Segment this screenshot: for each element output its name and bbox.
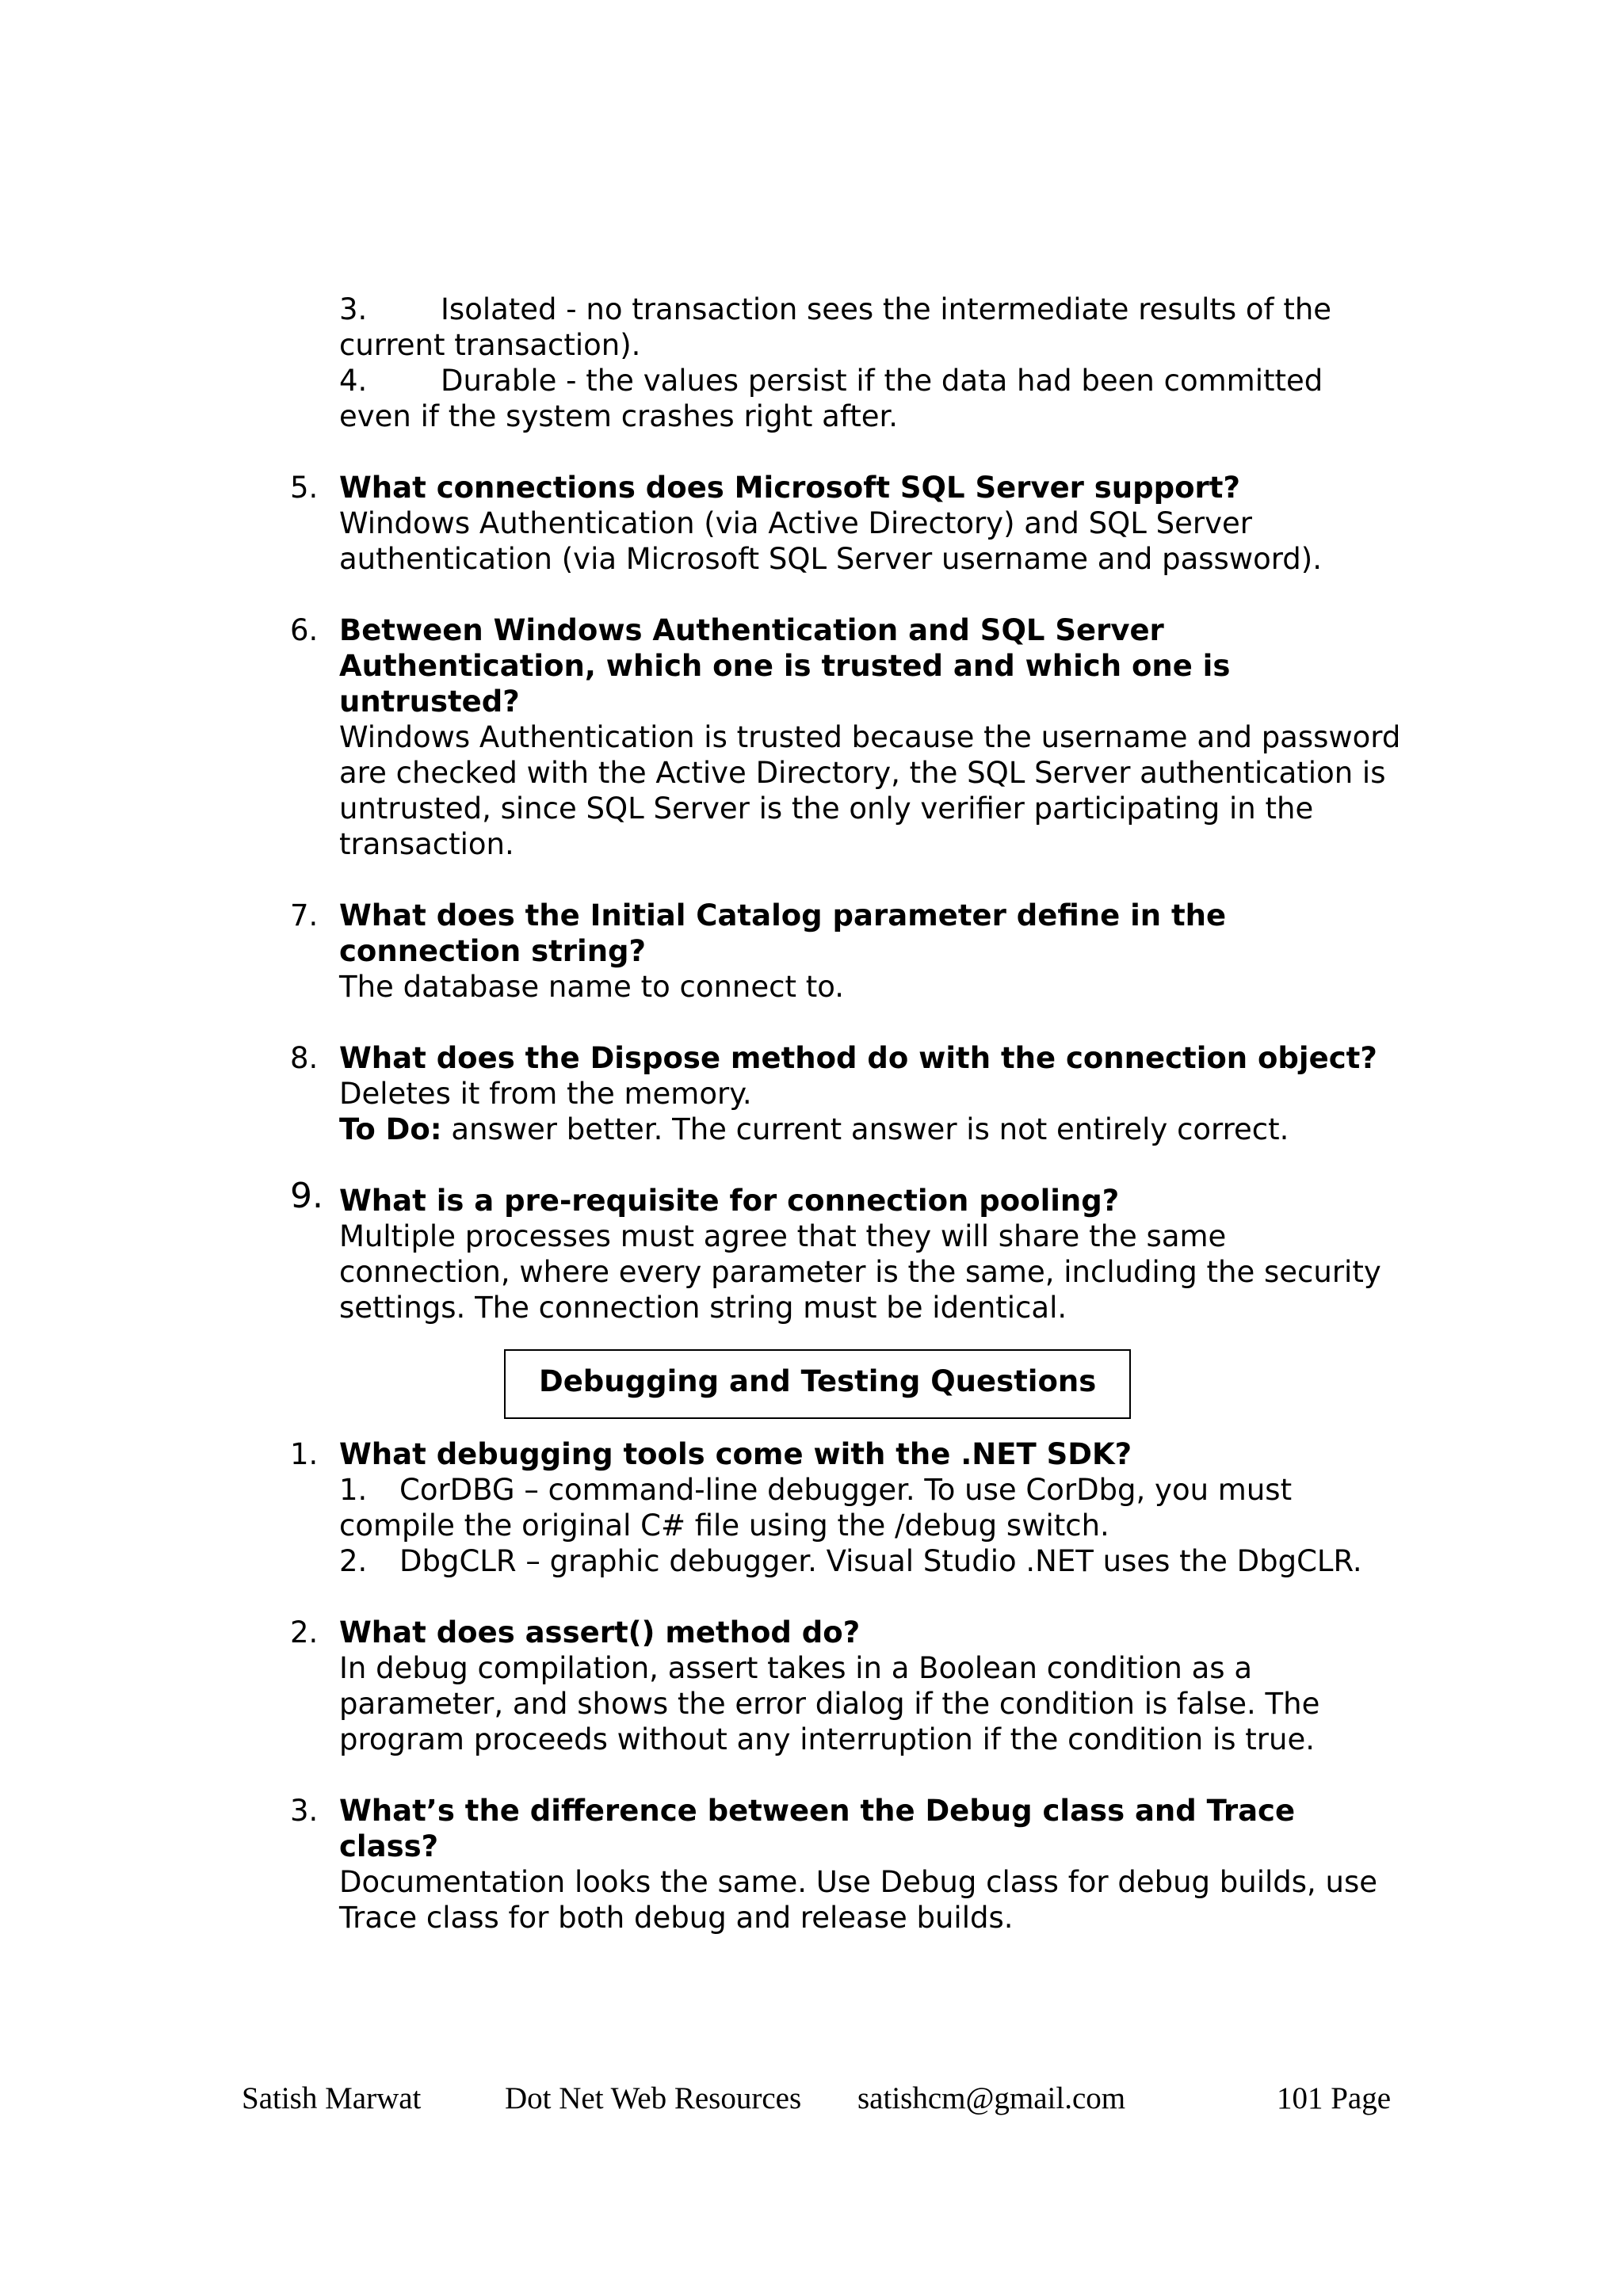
section-heading: Debugging and Testing Questions [504, 1349, 1131, 1419]
sub-number: 2. [339, 1544, 368, 1578]
question-number: 3. [290, 1794, 319, 1828]
question-number: 8. [290, 1041, 319, 1075]
question-item-9 [290, 1176, 1401, 1325]
intro-item-4 [339, 363, 1401, 434]
question-number: 2. [290, 1615, 319, 1650]
intro-item-text: Durable - the values persist if the data had been committed [441, 364, 1323, 398]
question-number: 5. [290, 471, 319, 505]
question-answer: In debug compilation, assert takes in a Boolean condition as a parameter, and shows the error dialog if the condition is false. The program proceeds without any interruption if the condition is true. [339, 1651, 1320, 1756]
question-answer: Windows Authentication is trusted because the username and password are checked with the Active Directory, the SQL Server authentication is untrusted, since SQL Server is the only verifier participating in the transaction. [339, 720, 1401, 861]
sub-text: DbgCLR – graphic debugger. Visual Studio .NET uses the DbgCLR. [399, 1544, 1362, 1578]
question-title: What’s the difference between the Debug class and Trace class? [339, 1794, 1296, 1863]
question-answer: Deletes it from the memory. [339, 1077, 752, 1111]
footer-site: Dot Net Web Resources [505, 2081, 802, 2115]
intro-item-text: current transaction). [339, 328, 641, 362]
question-item-5 [290, 470, 1401, 577]
intro-item-text: Isolated - no transaction sees the intermediate results of the [441, 292, 1332, 326]
question-item-7 [290, 898, 1401, 1005]
question-answer: Documentation looks the same. Use Debug class for debug builds, use Trace class for both debug and release builds. [339, 1865, 1378, 1935]
sub-number: 1. [339, 1473, 368, 1507]
todo-text: answer better. The current answer is not entirely correct. [441, 1112, 1289, 1146]
question-title: What is a pre-requisite for connection pooling? [339, 1184, 1120, 1218]
footer-page-number: 101 Page [1276, 2081, 1391, 2115]
intro-item-number: 4. [339, 364, 368, 398]
sub-text: CorDBG – command-line debugger. To use CorDbg, you must compile the original C# file using the /debug switch. [339, 1473, 1293, 1543]
question-answer-sub-2 [339, 1543, 1401, 1579]
question-title: What does the Initial Catalog parameter define in the connection string? [339, 898, 1227, 968]
question-answer: The database name to connect to. [339, 970, 844, 1004]
intro-item-number: 3. [339, 292, 368, 326]
page-footer [242, 2079, 1391, 2119]
page-content [290, 292, 1401, 1936]
footer-author: Satish Marwat [242, 2081, 422, 2115]
question-answer: Windows Authentication (via Active Directory) and SQL Server authentication (via Microsoft SQL Server username and password). [339, 506, 1322, 576]
todo-label: To Do: [339, 1112, 442, 1146]
question-item-6 [290, 612, 1401, 862]
question-number: 1. [290, 1437, 319, 1471]
debug-question-item-2 [290, 1615, 1401, 1757]
footer-email: satishcm@gmail.com [857, 2081, 1126, 2115]
intro-item-3 [339, 292, 1401, 363]
question-title: What debugging tools come with the .NET SDK? [339, 1437, 1132, 1471]
question-answer: Multiple processes must agree that they will share the same connection, where every parameter is the same, including the security settings. The connection string must be identical. [339, 1219, 1381, 1325]
question-title: Between Windows Authentication and SQL Server Authentication, which one is trusted and which one is untrusted? [339, 613, 1231, 719]
question-number: 7. [290, 898, 319, 933]
intro-item-text: even if the system crashes right after. [339, 399, 899, 433]
question-title: What connections does Microsoft SQL Server support? [339, 471, 1240, 505]
question-title: What does the Dispose method do with the connection object? [339, 1041, 1377, 1075]
debug-question-item-3 [290, 1793, 1401, 1936]
question-title: What does assert() method do? [339, 1615, 861, 1650]
question-item-8 [290, 1040, 1401, 1147]
section-heading-wrap [339, 1349, 1401, 1419]
todo-note [339, 1112, 1401, 1147]
debug-question-item-1 [290, 1436, 1401, 1579]
question-number: 6. [290, 613, 319, 647]
question-answer-sub-1 [339, 1472, 1401, 1543]
question-number: 9. [290, 1176, 323, 1216]
